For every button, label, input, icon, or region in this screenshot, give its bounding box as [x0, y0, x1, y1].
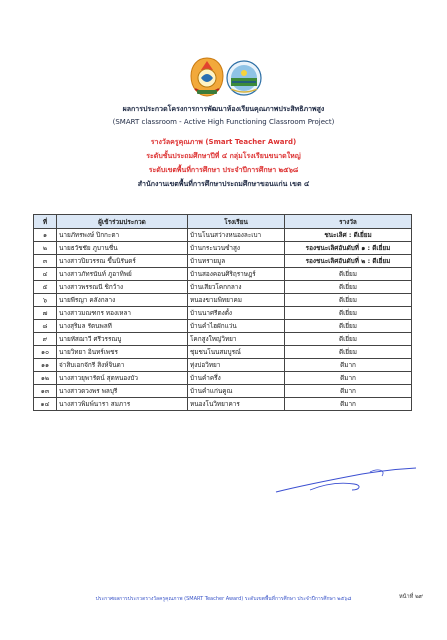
table-row: [34, 294, 412, 307]
school-name: บ้านคำครึ่ง: [188, 372, 285, 385]
school-name: ทุ่งบ่อวิทยา: [188, 359, 285, 372]
table-row: [34, 398, 412, 411]
grade-level-line: ระดับชั้นประถมศึกษาปีที่ ๔ กลุ่มโรงเรียนขนาดใหญ่: [146, 152, 301, 160]
table-header-row: [34, 215, 412, 229]
participant-name: นางสาวพิมพ์นารา สมภาร: [57, 398, 188, 411]
school-name: บ้านโนนสว่างหนองละเบา: [188, 229, 285, 242]
column-header-participant: ผู้เข้าร่วมประกวด: [57, 215, 188, 229]
obec-emblem-logo: [187, 56, 227, 98]
award-result: ดีเยี่ยม: [285, 320, 412, 333]
row-number: ๖: [34, 294, 57, 307]
school-name: บ้านนาศรีตงตั้ง: [188, 307, 285, 320]
row-number: ๓: [34, 255, 57, 268]
row-number: ๑: [34, 229, 57, 242]
school-name: บ้านคำแก่นคูณ: [188, 385, 285, 398]
award-result: ดีเยี่ยม: [285, 307, 412, 320]
school-name: บ้านคำไฮผักแว่น: [188, 320, 285, 333]
project-subtitle: (SMART classroom - Active High Functioning Classroom Project): [112, 118, 335, 126]
row-number: ๙: [34, 333, 57, 346]
table-row: [34, 242, 412, 255]
table-row: [34, 333, 412, 346]
table-row: [34, 255, 412, 268]
table-row: [34, 372, 412, 385]
signature-icon: [270, 460, 420, 500]
school-name: โคกสูงใหญ่วิทยา: [188, 333, 285, 346]
table-row: [34, 307, 412, 320]
school-name: ชุมชนโนนสมบูรณ์: [188, 346, 285, 359]
participant-name: นางสาวปิยวรรณ ขึ้นนิรันดร์: [57, 255, 188, 268]
participant-name: นางสุริมล รัตนพลที: [57, 320, 188, 333]
table-row: [34, 359, 412, 372]
participant-name: นายธวัชชัย ภูบานชื่น: [57, 242, 188, 255]
table-row: [34, 229, 412, 242]
award-result: ดีมาก: [285, 372, 412, 385]
participant-name: นางสาวพรรณนี ชิกว้าง: [57, 281, 188, 294]
school-name: บ้านเสียวโคกกลาง: [188, 281, 285, 294]
row-number: ๑๔: [34, 398, 57, 411]
table-row: [34, 346, 412, 359]
school-name: บ้านสองคอนศิริฤราษฎร์: [188, 268, 285, 281]
column-header-no: ที่: [34, 215, 57, 229]
column-header-award: รางวัล: [285, 215, 412, 229]
award-result: รองชนะเลิศอันดับที่ ๑ : ดีเยี่ยม: [285, 242, 412, 255]
contest-title: ผลการประกวดโครงการการพัฒนาห้องเรียนคุณภาพประสิทธิภาพสูง: [122, 105, 325, 113]
row-number: ๔: [34, 268, 57, 281]
award-result: ดีมาก: [285, 385, 412, 398]
participant-name: นายพีรญา คลังกลาง: [57, 294, 188, 307]
school-name: หนองโนวิทยาคาร: [188, 398, 285, 411]
row-number: ๗: [34, 307, 57, 320]
participant-name: จ่าสิบเอกจักรี สิงห์จินดา: [57, 359, 188, 372]
table-row: [34, 385, 412, 398]
award-result: ดีมาก: [285, 359, 412, 372]
office-name: สำนักงานเขตพื้นที่การศึกษาประถมศึกษาขอนแก่น เขต ๔: [137, 180, 310, 188]
column-header-school: โรงเรียน: [188, 215, 285, 229]
award-result: ดีเยี่ยม: [285, 268, 412, 281]
award-result: รองชนะเลิศอันดับที่ ๒ : ดีเยี่ยม: [285, 255, 412, 268]
page-number: หน้าที่ ๒๙: [399, 594, 423, 600]
table-row: [34, 320, 412, 333]
participant-name: นางสาวดวงพร พลบุรี: [57, 385, 188, 398]
award-result: ดีมาก: [285, 398, 412, 411]
school-area-seal-logo: [224, 59, 264, 97]
table-row: [34, 268, 412, 281]
area-level-line: ระดับเขตพื้นที่การศึกษา ประจำปีการศึกษา ๒๕๖๘: [148, 166, 299, 174]
participant-name: นางสาวมณฑกร ทองเหลา: [57, 307, 188, 320]
row-number: ๘: [34, 320, 57, 333]
school-name: หนองขามพิทยาคม: [188, 294, 285, 307]
row-number: ๒: [34, 242, 57, 255]
participant-name: นายวิทยา อินทร์เพชร: [57, 346, 188, 359]
participant-name: นายภัทรพงษ์ ปิกกะตา: [57, 229, 188, 242]
participant-name: นางสาวภัทรนันท์ ภูอาทิพย์: [57, 268, 188, 281]
participant-name: นางสาวยุพารัตน์ สุดหนองบัว: [57, 372, 188, 385]
header-logos: [0, 56, 447, 100]
school-name: บ้านกระนวนซำสูง: [188, 242, 285, 255]
footer-note: ประกาศผลการประกวดรางวัลครูคุณภาพ (SMART Teacher Award) ระดับเขตพื้นที่การศึกษา ประจำปีการศึกษา ๒๕๖๘: [95, 596, 352, 602]
row-number: ๕: [34, 281, 57, 294]
results-table: [33, 214, 412, 411]
table-row: [34, 281, 412, 294]
award-result: ดีเยี่ยม: [285, 281, 412, 294]
award-result: ชนะเลิศ : ดีเยี่ยม: [285, 229, 412, 242]
row-number: ๑๑: [34, 359, 57, 372]
award-result: ดีเยี่ยม: [285, 333, 412, 346]
row-number: ๑๐: [34, 346, 57, 359]
row-number: ๑๓: [34, 385, 57, 398]
award-result: ดีเยี่ยม: [285, 294, 412, 307]
row-number: ๑๒: [34, 372, 57, 385]
award-title: รางวัลครูคุณภาพ (Smart Teacher Award): [150, 138, 297, 146]
results-body: [34, 229, 412, 411]
award-result: ดีเยี่ยม: [285, 346, 412, 359]
school-name: บ้านทรายมูล: [188, 255, 285, 268]
participant-name: นายหัสฌาวี ศรีวรรณบู: [57, 333, 188, 346]
